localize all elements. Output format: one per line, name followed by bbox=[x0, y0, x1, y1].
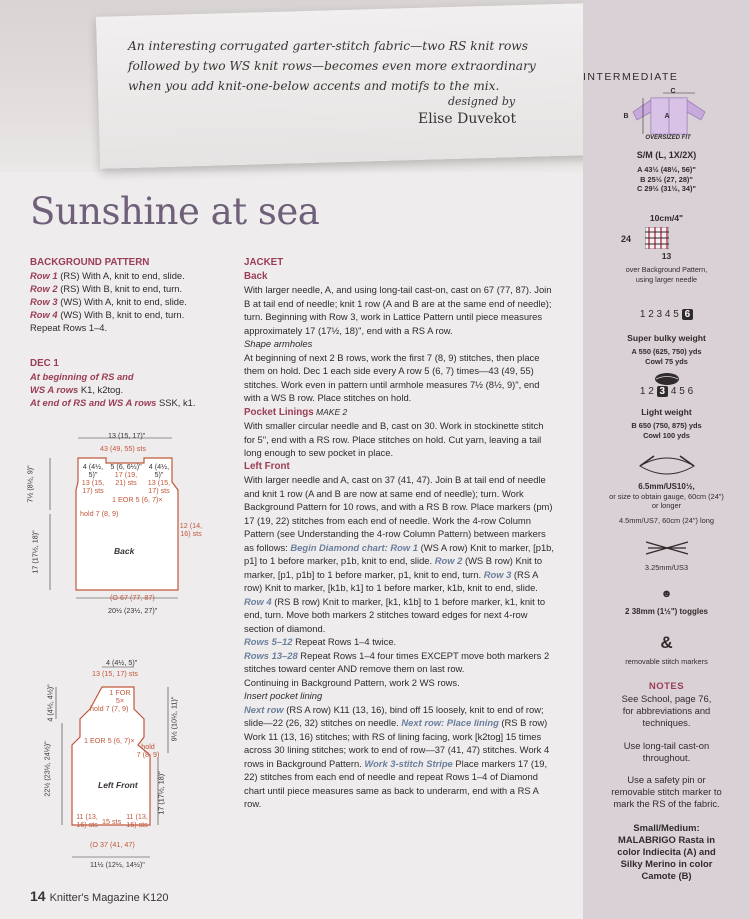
front-top-width: 4 (4½, 5)" bbox=[106, 658, 138, 667]
note bbox=[583, 740, 750, 764]
text-run: Repeat Rows 1–4 twice. bbox=[292, 636, 397, 647]
back-top-width: 13 (15, 17)" bbox=[108, 431, 146, 440]
yarn2-cowl: Cowl 100 yds bbox=[643, 431, 690, 440]
pattern-row bbox=[30, 308, 235, 321]
front-schematic bbox=[42, 657, 230, 872]
credit-line: color Indiecita (A) and bbox=[617, 846, 716, 857]
back-hold-right bbox=[176, 522, 206, 538]
diamond-label: Begin Diamond chart: Row 1 bbox=[290, 541, 419, 553]
intro-line: An interesting corrugated garter-stitch fabric—two RS knit rows bbox=[128, 39, 528, 53]
dec1-line bbox=[30, 383, 235, 396]
row-label: Row 3 bbox=[30, 296, 58, 307]
back-bottom-sts: (O 67 (77, 87) bbox=[110, 593, 155, 602]
back-label: Back bbox=[114, 546, 135, 556]
weight-num: 3 bbox=[656, 309, 663, 320]
stitch-markers: removable stitch markers bbox=[625, 657, 708, 666]
make2-label: MAKE 2 bbox=[313, 406, 348, 417]
designer-name: Elise Duvekot bbox=[418, 111, 517, 127]
page-title: Sunshine at sea bbox=[30, 190, 320, 233]
weight-num: 2 bbox=[648, 386, 654, 397]
dim-label: hold bbox=[141, 742, 155, 751]
text-run: (WS A row) Knit to marker, [p1b, p1] to 1 before marker, p1b, knit to end, slide. bbox=[244, 541, 554, 566]
credit-line: Small/Medium: bbox=[633, 822, 700, 833]
dim-label: 5× bbox=[115, 696, 125, 705]
text-run: (RS A row) K11 (13, 16), bind off 15 loosely, knit to end of row; slide—22 (26, 32) stitches on needle. bbox=[244, 703, 544, 728]
dim-label: 16) sts bbox=[126, 820, 148, 829]
gauge-rows: 24 bbox=[620, 234, 631, 244]
gauge-note-line: over Background Pattern, bbox=[625, 265, 708, 274]
back-heading: Back bbox=[244, 270, 268, 282]
front-neck-height: 4 (4½, 4½)" bbox=[45, 684, 55, 722]
row-label: Next row bbox=[244, 703, 284, 715]
gauge-sts: 13 bbox=[661, 251, 672, 261]
front-dec-side: 1 EOR 5 (6, 7)× bbox=[84, 736, 135, 745]
intro-text bbox=[128, 36, 558, 96]
measure-c: C 29½ (31½, 34)" bbox=[637, 184, 696, 193]
page-footer bbox=[30, 888, 168, 904]
note bbox=[583, 774, 750, 810]
dim-label: 1 FOR bbox=[109, 688, 131, 697]
weight-num-active: 3 bbox=[657, 386, 669, 397]
front-bottom-middle: 15 sts bbox=[102, 817, 122, 826]
dec1-section bbox=[30, 357, 235, 409]
front-label: Left Front bbox=[98, 780, 138, 790]
dpn-needle-icon bbox=[642, 536, 692, 560]
yarn-ball-icon bbox=[652, 372, 682, 386]
dim-label: 17) sts bbox=[148, 486, 170, 495]
yarn1-amounts bbox=[583, 347, 750, 367]
next-row-paragraph bbox=[244, 703, 554, 811]
dec1-label: At end of RS and WS A rows bbox=[30, 397, 157, 408]
dim-label: 11 (13, bbox=[76, 812, 98, 821]
designed-by-label: designed by bbox=[448, 95, 516, 108]
text-run: Repeat Rows 1–4 four times EXCEPT move both markers 2 stitches toward center AND remove them on last row. bbox=[244, 649, 550, 674]
yarn2-weight: Light weight bbox=[641, 407, 692, 417]
front-outline bbox=[50, 657, 230, 872]
yarn2-weight-scale bbox=[583, 386, 750, 397]
gauge-note bbox=[583, 265, 750, 284]
text-run: (WS B row) Knit to marker, [p1, p1b] to 1 before marker, p1, knit to end, turn. bbox=[244, 555, 543, 580]
note-line: techniques. bbox=[642, 717, 691, 728]
dim-label: 17 (19, bbox=[114, 470, 138, 479]
needle1-note: or longer bbox=[651, 501, 682, 510]
text-run: (RS B row) Knit to marker, [k1, k1b] to 1 before marker, k1, knit to end, turn. Move both markers 2 stitches toward edges for next 4-row section of diamond. bbox=[244, 595, 546, 634]
dim-label: 13 (15, bbox=[81, 478, 105, 487]
yarn-credit bbox=[583, 822, 750, 882]
back-shoulder-left bbox=[78, 463, 108, 495]
needle1 bbox=[583, 482, 750, 525]
needle1-size: 6.5mm/US10½, bbox=[638, 482, 695, 491]
back-schematic bbox=[25, 430, 228, 640]
sizes: S/M (L, 1X/2X) bbox=[636, 150, 697, 160]
back-neck bbox=[110, 463, 142, 487]
notes-heading: NOTES bbox=[648, 681, 685, 692]
yarn1-cowl: Cowl 75 yds bbox=[645, 357, 688, 366]
dec1-text: SSK, k1. bbox=[156, 397, 196, 408]
front-body-height: 17 (17½, 18)" bbox=[156, 771, 166, 815]
left-front-heading: Left Front bbox=[244, 460, 290, 472]
sidebar bbox=[583, 0, 750, 919]
front-bottom-sts: (O 37 (41, 47) bbox=[90, 840, 135, 849]
front-top-sts: 13 (15, 17) sts bbox=[92, 669, 138, 678]
rows-paragraph bbox=[244, 635, 554, 649]
dim-label: 4 (4½, 5)" bbox=[148, 462, 170, 479]
weight-num: 6 bbox=[687, 386, 694, 397]
weight-num: 1 bbox=[639, 386, 646, 397]
toggle-icon: ☻ bbox=[660, 588, 673, 600]
pattern-row bbox=[30, 282, 235, 295]
weight-num: 5 bbox=[679, 386, 685, 397]
row-text: (WS) With B, knit to end, turn. bbox=[57, 309, 185, 320]
back-hold-left: hold 7 (8, 9) bbox=[80, 509, 119, 518]
note-line: removable stitch marker to bbox=[611, 786, 722, 797]
row-label: Row 4 bbox=[244, 595, 272, 607]
pattern-row bbox=[30, 269, 235, 282]
front-left-height: 22½ (23½, 24½)" bbox=[42, 741, 52, 797]
measure-a: A 43½ (48½, 56)" bbox=[637, 165, 696, 174]
diagram-b: B bbox=[623, 113, 629, 120]
row-label: Rows 5–12 bbox=[244, 636, 293, 647]
dim-label: 16) sts bbox=[180, 529, 202, 538]
dim-label: 7 (8, 9) bbox=[136, 750, 160, 759]
back-body-height: 17 (17½, 18)" bbox=[30, 530, 40, 574]
row-label: Row 1 bbox=[30, 270, 58, 281]
note-line: Use a safety pin or bbox=[627, 774, 706, 785]
yarn1-weight: Super bulky weight bbox=[627, 333, 706, 343]
intro-line: followed by two WS knit rows—becomes even more extraordinary bbox=[128, 59, 536, 73]
gauge-note-line bbox=[583, 275, 750, 285]
note-line: for abbreviations and bbox=[622, 705, 711, 716]
back-bottom-width: 20½ (23½, 27)" bbox=[108, 606, 158, 615]
insert-lining-heading: Insert pocket lining bbox=[244, 690, 323, 701]
dec1-text: K1, k2tog. bbox=[78, 384, 124, 395]
text-run: With larger needle and A, cast on 37 (41, 47). Join B at tail end of needle and knit 1 row (A and B are now at same end of needle); turn. Work Background Pattern for 10 rows, and with a RS B row. Place markers (pm) 17 (19, 22) stitches from each end of needle. Work the 4-row Column Pattern (see Understanding the 4-row Column Pattern) between markers as follows: bbox=[244, 474, 553, 553]
yarn1-amount: A 550 (625, 750) yds bbox=[631, 347, 702, 356]
weight-num: 1 bbox=[639, 309, 646, 320]
row-text: (RS) With A, knit to end, slide. bbox=[57, 270, 185, 281]
dim-label: 17) sts bbox=[82, 486, 104, 495]
gauge-title: 10cm/4" bbox=[649, 213, 684, 223]
magazine-name: Knitter's Magazine K120 bbox=[49, 892, 169, 904]
back-paragraph: At beginning of next 2 B rows, work the first 7 (8, 9) stitches, then place them on hold. Dec 1 each side every A row 5 (6, 7) times—43 (49, 55) stitches. Work even in pattern until armhole measures 7½ (8½, 9)", end with a WS B row. Place stitches on hold. bbox=[244, 351, 540, 403]
needle1-note: or size to obtain gauge, 60cm (24") bbox=[609, 491, 724, 501]
front-hold-top: hold 7 (7, 9) bbox=[90, 704, 129, 713]
back-top-sts: 43 (49, 55) sts bbox=[100, 444, 146, 453]
dim-label: 13 (15, bbox=[147, 478, 171, 487]
needle1-alt: 4.5mm/US7, 60cm (24") long bbox=[618, 515, 715, 525]
row-label: Rows 13–28 bbox=[244, 649, 298, 661]
gauge-note-text: using larger needle bbox=[635, 274, 698, 284]
diagram-fit: OVERSIZED FIT bbox=[645, 135, 691, 141]
front-armhole-height: 9½ (10½, 11)" bbox=[169, 696, 179, 742]
row-label: Work 3-stitch Stripe bbox=[364, 757, 453, 769]
row-label: Row 2 bbox=[30, 283, 58, 294]
pocket-linings-heading bbox=[244, 405, 554, 420]
pattern-row bbox=[30, 295, 235, 308]
row-label: Row 4 bbox=[30, 309, 58, 320]
skill-level: INTERMEDIATE bbox=[583, 71, 679, 83]
left-front-paragraph bbox=[244, 473, 554, 635]
background-pattern bbox=[30, 256, 235, 334]
row-label: Row 2 bbox=[434, 555, 463, 566]
diagram-c: C bbox=[670, 88, 676, 95]
front-dec-top bbox=[106, 689, 134, 705]
weight-num: 4 bbox=[664, 309, 671, 320]
credit-line: Silky Merino in color bbox=[620, 858, 713, 869]
back-shoulder-right bbox=[144, 463, 174, 495]
back-paragraph: With larger needle, A, and using long-tail cast-on, cast on 67 (77, 87). Join B at tail end of needle; knit 1 row (A and B are at the same end of needle); turn. Beginning with Row 3, work in Lattice Pattern until piece measures approximately 17 (17½, 18)", end with a RS A row. bbox=[244, 284, 552, 336]
yarn1-weight-scale bbox=[583, 309, 750, 320]
note-line: mark the RS of the fabric. bbox=[613, 798, 720, 809]
dec1-line bbox=[30, 396, 235, 409]
front-bottom-right bbox=[124, 813, 150, 829]
intro-line: when you add knit-one-below accents and motifs to the mix. bbox=[128, 79, 500, 93]
text-run: (RS A row) Knit to marker, [k1b, k1] to 1 before marker, k1b, knit to end, slide. bbox=[244, 568, 538, 593]
ampersand-icon: & bbox=[660, 633, 673, 652]
row-text: (RS) With B, knit to end, turn. bbox=[57, 283, 183, 294]
text-run: Place markers 17 (19, 22) stitches from each end of needle and repeat Rows 1–4 of Diamond chart until piece measures same as back to underarm, end with a RS A row. bbox=[244, 757, 548, 809]
dim-label: 12 (14, bbox=[179, 521, 203, 530]
circular-needle-icon bbox=[632, 452, 702, 480]
dim-label: 11 (13, bbox=[126, 812, 148, 821]
back-armhole-height: 7½ (8½, 9)" bbox=[25, 465, 35, 503]
back-dec: 1 EOR 5 (6, 7)× bbox=[112, 495, 163, 504]
dim-label: 21) sts bbox=[115, 478, 137, 487]
weight-num: 5 bbox=[673, 309, 679, 320]
continuing-paragraph: Continuing in Background Pattern, work 2 WS rows. bbox=[244, 676, 460, 688]
rows-paragraph bbox=[244, 649, 554, 676]
page-number: 14 bbox=[30, 888, 46, 904]
dec1-line: At beginning of RS and bbox=[30, 371, 134, 382]
dim-label: 5 (6, 6½)" bbox=[110, 462, 142, 471]
credit-line: MALABRIGO Rasta in bbox=[618, 834, 715, 845]
weight-num: 2 bbox=[648, 309, 654, 320]
dec1-heading: DEC 1 bbox=[30, 358, 59, 369]
row-label: Row 3 bbox=[483, 568, 512, 580]
row-text: (WS) With A, knit to end, slide. bbox=[57, 296, 187, 307]
note bbox=[583, 693, 750, 729]
jacket-heading: JACKET bbox=[244, 257, 284, 268]
dec1-label: WS A rows bbox=[30, 384, 79, 395]
toggles bbox=[583, 607, 750, 616]
dim-label: 4 (4½, 5)" bbox=[82, 462, 104, 479]
dim-label: 16) sts bbox=[76, 820, 98, 829]
note-line: See School, page 76, bbox=[621, 693, 712, 704]
text-run: (RS B row) Work 11 (13, 16) stitches; with RS of lining facing, work [k2tog] 15 times across 30 lining stitches; work to end of row—37 (41, 47) stitches. Work 4 rows in Background Pattern. bbox=[244, 717, 550, 769]
yarn2-amounts bbox=[583, 421, 750, 441]
diagram-a: A bbox=[664, 113, 670, 120]
instructions bbox=[244, 256, 554, 811]
row-label: Next row: Place lining bbox=[401, 717, 499, 728]
pattern-repeat: Repeat Rows 1–4. bbox=[30, 322, 108, 333]
yarn2-amount: B 650 (750, 875) yds bbox=[631, 421, 702, 430]
background-pattern-heading: BACKGROUND PATTERN bbox=[30, 257, 150, 268]
weight-num: 4 bbox=[670, 386, 677, 397]
front-bottom-left bbox=[74, 813, 100, 829]
gauge-swatch-icon bbox=[645, 227, 669, 249]
weight-num-active: 6 bbox=[682, 309, 694, 320]
measurements bbox=[583, 165, 750, 194]
measure-b: B 25½ (27, 28)" bbox=[640, 174, 693, 184]
pocket-paragraph: With smaller circular needle and B, cast on 30. Work in stockinette stitch for 5", end with a RS row. Place stitches on hold. Cut yarn, leaving a tail long enough to sew pocket in place. bbox=[244, 420, 544, 458]
toggles-text: 2 38mm (1½") toggles bbox=[625, 607, 708, 616]
pocket-linings-label: Pocket Linings bbox=[244, 406, 314, 418]
front-bottom-width: 11½ (12½, 14½)" bbox=[90, 860, 145, 869]
note-line: throughout. bbox=[642, 752, 691, 763]
credit-line: Camote (B) bbox=[641, 870, 692, 881]
note-line: Use long-tail cast-on bbox=[623, 740, 710, 751]
front-hold-side bbox=[134, 743, 162, 759]
shape-armholes-heading: Shape armholes bbox=[244, 338, 313, 349]
needle2-size: 3.25mm/US3 bbox=[644, 563, 689, 572]
